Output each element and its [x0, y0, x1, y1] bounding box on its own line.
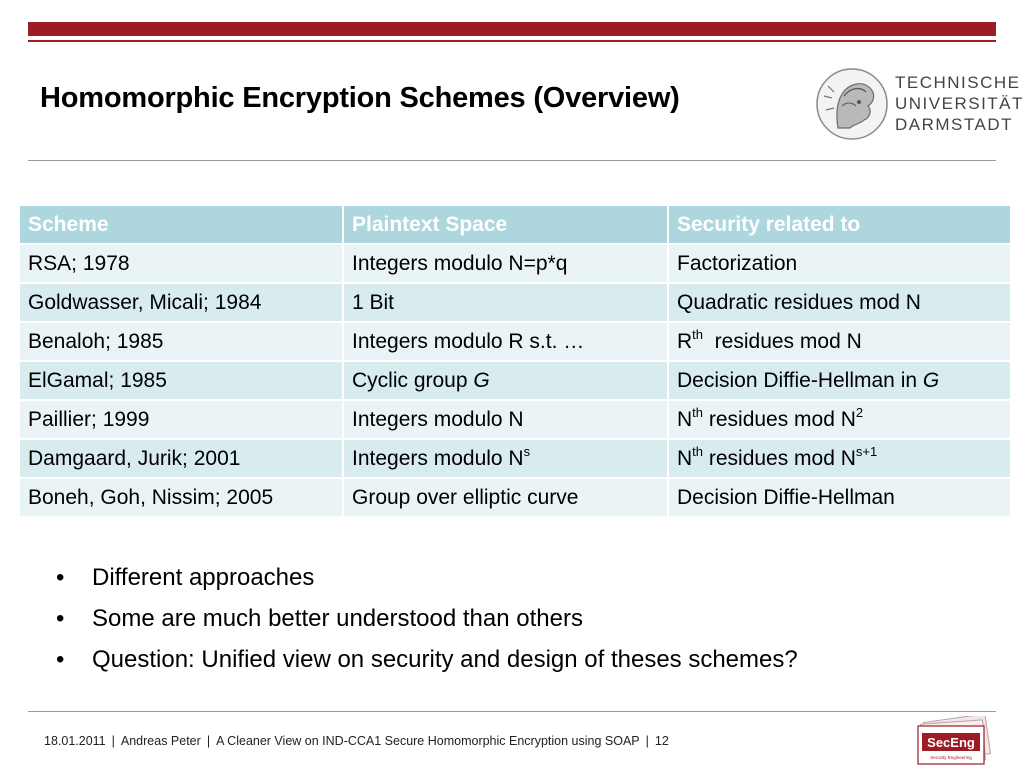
footer-separator: |	[645, 734, 649, 748]
plaintext-superscript: s	[523, 443, 531, 459]
cell-plaintext: Integers modulo R s.t. …	[343, 322, 668, 361]
table-row	[19, 244, 1011, 283]
footer-separator: |	[111, 734, 115, 748]
cell-security	[668, 400, 1011, 439]
list-item	[52, 642, 798, 683]
seceng-tagline: Security Engineering	[930, 755, 972, 760]
cell-security	[668, 361, 1011, 400]
logo-line-2: UNIVERSITÄT	[895, 94, 1024, 113]
bullet-icon: •	[56, 564, 65, 591]
plaintext-base: Integers modulo N	[352, 446, 524, 470]
cell-security: Factorization	[668, 244, 1011, 283]
footer-separator: |	[206, 734, 211, 748]
header-scheme: Scheme	[19, 205, 343, 244]
security-rest: residues mod N	[703, 446, 856, 470]
cell-security: Quadratic residues mod N	[668, 283, 1011, 322]
athena-emblem-icon	[814, 66, 890, 142]
logo-line-3: DARMSTADT	[895, 115, 1014, 134]
security-exponent: s+1	[855, 443, 878, 459]
plaintext-italic: G	[473, 368, 490, 392]
bullet-list	[52, 560, 798, 683]
security-superscript: th	[692, 326, 704, 342]
logo-line-1: TECHNISCHE	[895, 73, 1021, 92]
cell-scheme: RSA; 1978	[19, 244, 343, 283]
table-row	[19, 439, 1011, 478]
cell-security	[668, 439, 1011, 478]
table-row	[19, 283, 1011, 322]
list-item	[52, 560, 798, 601]
cell-plaintext: Integers modulo N	[343, 400, 668, 439]
security-italic: G	[922, 368, 940, 392]
top-accent-bar	[28, 22, 996, 36]
top-accent-line	[28, 40, 996, 42]
cell-scheme: Damgaard, Jurik; 2001	[19, 439, 343, 478]
table-row	[19, 361, 1011, 400]
table-row	[19, 400, 1011, 439]
cell-scheme: Goldwasser, Micali; 1984	[19, 283, 343, 322]
tu-darmstadt-wordmark	[895, 72, 1024, 135]
footer-talk-title: A Cleaner View on IND-CCA1 Secure Homomorphic Encryption using SOAP	[216, 734, 640, 748]
plaintext-main: Cyclic group	[352, 368, 474, 392]
bullet-icon: •	[56, 646, 65, 673]
seceng-logo	[912, 716, 996, 766]
cell-plaintext	[343, 361, 668, 400]
schemes-table	[18, 204, 1012, 518]
seceng-name: SecEng	[927, 735, 975, 750]
header-security: Security related to	[668, 205, 1011, 244]
table-row	[19, 478, 1011, 517]
footer-divider	[28, 711, 996, 712]
security-superscript: th	[692, 404, 704, 420]
cell-scheme: Benaloh; 1985	[19, 322, 343, 361]
security-superscript: th	[692, 443, 704, 459]
bullet-text: Some are much better understood than others	[92, 605, 583, 632]
table-header-row	[19, 205, 1011, 244]
title-divider	[28, 160, 996, 161]
cell-scheme: Paillier; 1999	[19, 400, 343, 439]
security-exponent: 2	[855, 404, 864, 420]
cell-security	[668, 322, 1011, 361]
footer-date: 18.01.2011	[44, 734, 106, 748]
security-base: N	[677, 407, 693, 431]
tu-darmstadt-logo	[808, 62, 1024, 146]
table-row	[19, 322, 1011, 361]
list-item	[52, 601, 798, 642]
footer-author: Andreas Peter	[120, 734, 201, 748]
cell-plaintext: Integers modulo N=p*q	[343, 244, 668, 283]
bullet-icon: •	[56, 605, 65, 632]
bullet-text: Different approaches	[92, 564, 315, 591]
slide-title: Homomorphic Encryption Schemes (Overview)	[40, 82, 680, 114]
cell-security: Decision Diffie-Hellman	[668, 478, 1011, 517]
cell-scheme: ElGamal; 1985	[19, 361, 343, 400]
header-plaintext-space: Plaintext Space	[343, 205, 668, 244]
security-base: N	[677, 446, 693, 470]
security-main: Decision Diffie-Hellman in	[677, 368, 923, 392]
security-rest: residues mod N	[703, 407, 856, 431]
security-base: R	[677, 329, 693, 353]
footer	[44, 734, 669, 748]
cell-plaintext	[343, 439, 668, 478]
cell-scheme: Boneh, Goh, Nissim; 2005	[19, 478, 343, 517]
cell-plaintext: 1 Bit	[343, 283, 668, 322]
footer-page-number: 12	[654, 734, 669, 748]
security-rest: residues mod N	[703, 329, 862, 353]
bullet-text: Question: Unified view on security and design of theses schemes?	[92, 646, 798, 673]
cell-plaintext: Group over elliptic curve	[343, 478, 668, 517]
